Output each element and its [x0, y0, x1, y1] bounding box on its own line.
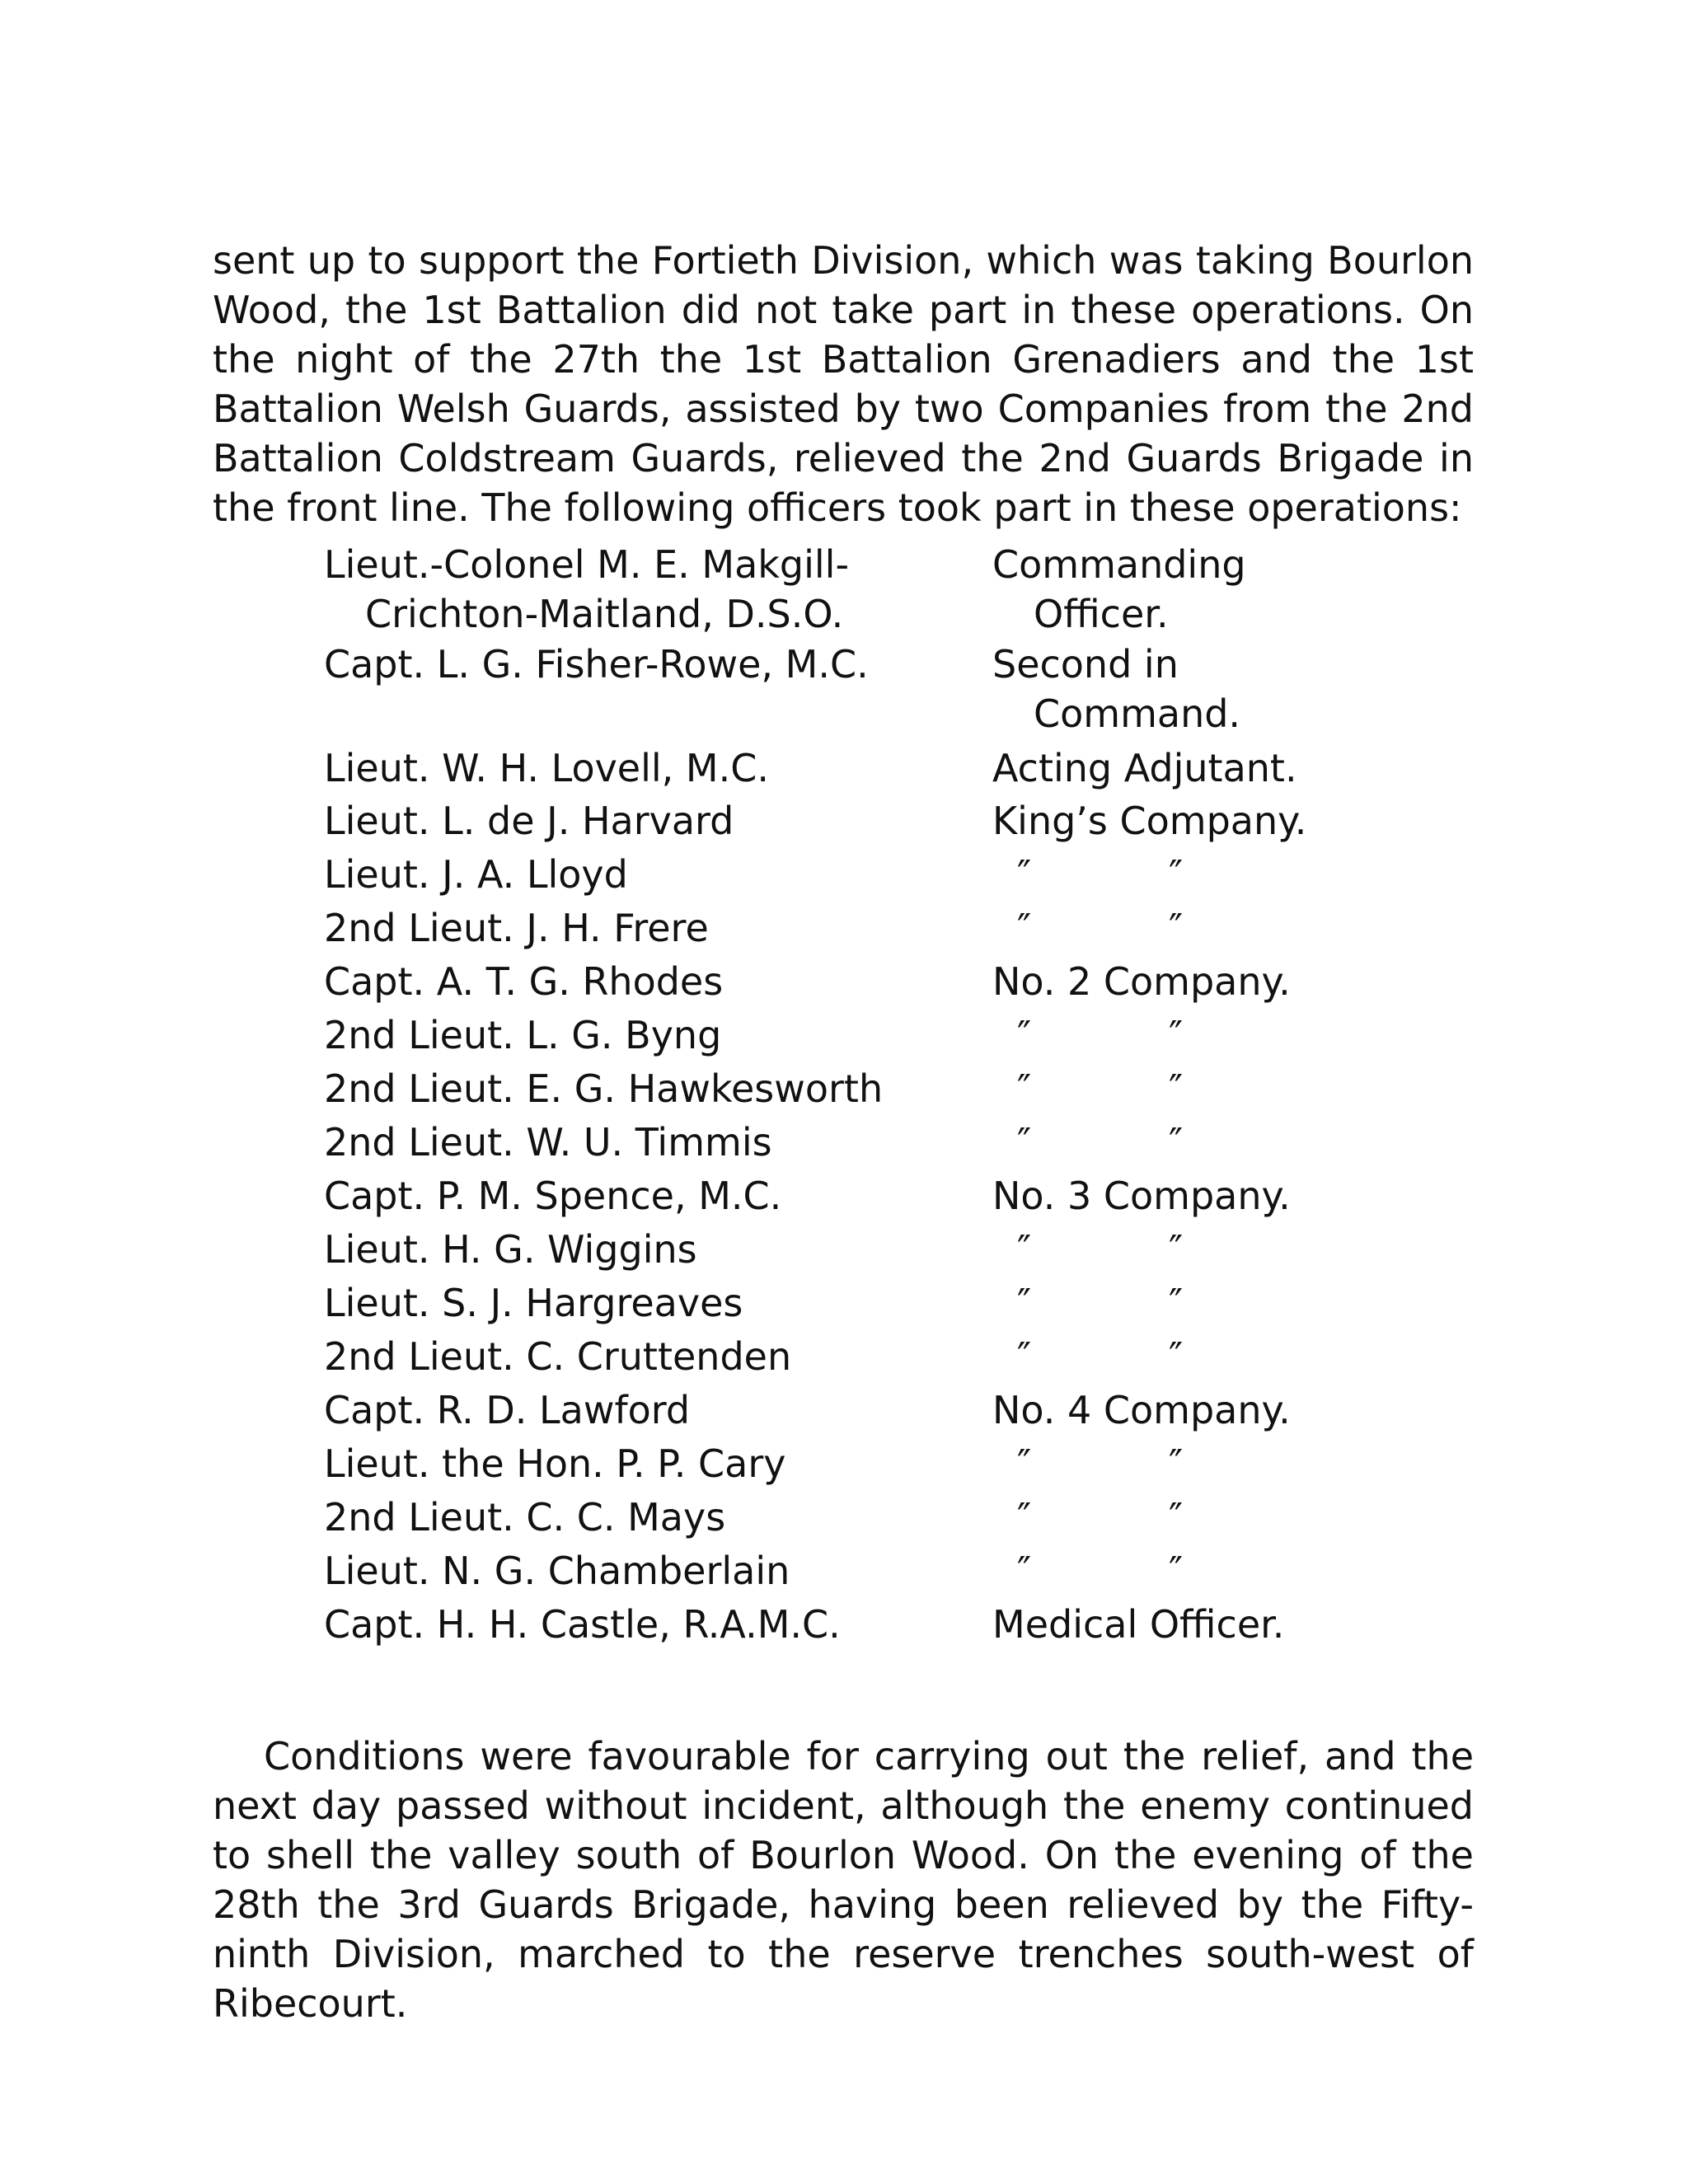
officer-role [992, 540, 1246, 639]
officer-name [324, 540, 849, 639]
ditto-mark: ″ [1169, 852, 1184, 897]
officer-role: No. 3 Company. [992, 1174, 1291, 1218]
ditto-mark: ″ [1017, 1066, 1032, 1111]
paragraph-intro: sent up to support the Fortieth Division, which was taking Bourlon Wood, the 1st Battalion did not take part in these operations. On the night of the 27th the 1st Battalion Grenadiers and the 1st Battalion Welsh Guards, assisted by two Companies from the 2nd Battalion Coldstream Guards, relieved the 2nd Guards Brigade in the front line. The following officers took part in these operations: [213, 238, 1474, 530]
officer-name: 2nd Lieut. E. G. Hawkesworth [324, 1066, 884, 1111]
ditto-mark: ″ [1169, 1334, 1184, 1379]
officer-name: Capt. R. D. Lawford [324, 1388, 691, 1432]
officer-role-line: Second in [992, 642, 1179, 687]
officer-role: No. 4 Company. [992, 1388, 1291, 1432]
officer-name: 2nd Lieut. J. H. Frere [324, 906, 709, 950]
ditto-mark: ″ [1169, 1549, 1184, 1593]
ditto-mark: ″ [1017, 1227, 1032, 1272]
officer-name: Lieut. W. H. Lovell, M.C. [324, 746, 769, 790]
ditto-mark: ″ [1017, 1495, 1032, 1540]
officer-role: King’s Company. [992, 799, 1307, 843]
officer-role [992, 640, 1240, 738]
officer-name: Capt. A. T. G. Rhodes [324, 959, 724, 1004]
officer-name-continuation: Crichton-Maitland, D.S.O. [365, 592, 844, 636]
officer-name: Lieut. S. J. Hargreaves [324, 1281, 743, 1325]
ditto-mark: ″ [1169, 906, 1184, 950]
officer-role: No. 2 Company. [992, 959, 1291, 1004]
ditto-mark: ″ [1169, 1013, 1184, 1057]
ditto-mark: ″ [1169, 1281, 1184, 1325]
officer-name: 2nd Lieut. W. U. Timmis [324, 1120, 772, 1165]
officer-name: Capt. L. G. Fisher-Rowe, M.C. [324, 642, 869, 687]
ditto-mark: ″ [1017, 1334, 1032, 1379]
paragraph-conditions: Conditions were favourable for carrying out the relief, and the next day passed without incident, although the enemy continued to shell the valley south of Bourlon Wood. On the evening of the 28th the 3rd Guards Brigade, having been relieved by the Fifty-ninth Division, marched to the reserve trenches south-west of Ribecourt. [213, 1734, 1474, 2026]
officer-name: 2nd Lieut. L. G. Byng [324, 1013, 722, 1057]
ditto-mark: ″ [1017, 1013, 1032, 1057]
officer-name: Lieut. J. A. Lloyd [324, 852, 628, 897]
ditto-mark: ″ [1169, 1066, 1184, 1111]
officer-name: Capt. P. M. Spence, M.C. [324, 1174, 782, 1218]
ditto-mark: ″ [1017, 1441, 1032, 1486]
officer-role-continuation: Command. [1034, 691, 1241, 736]
ditto-mark: ″ [1017, 1281, 1032, 1325]
ditto-mark: ″ [1169, 1441, 1184, 1486]
officer-name: Lieut. L. de J. Harvard [324, 799, 734, 843]
officer-name-line: Lieut.-Colonel M. E. Makgill- [324, 542, 850, 587]
officer-name: Lieut. the Hon. P. P. Cary [324, 1441, 786, 1486]
officer-role-continuation: Officer. [1034, 592, 1169, 636]
ditto-mark: ″ [1169, 1495, 1184, 1540]
officer-role-line: Commanding [992, 542, 1246, 587]
officer-role: Acting Adjutant. [992, 746, 1297, 790]
officer-name: 2nd Lieut. C. Cruttenden [324, 1334, 792, 1379]
ditto-mark: ″ [1017, 852, 1032, 897]
ditto-mark: ″ [1017, 906, 1032, 950]
ditto-mark: ″ [1169, 1120, 1184, 1165]
ditto-mark: ″ [1017, 1549, 1032, 1593]
officer-name: Lieut. N. G. Chamberlain [324, 1549, 790, 1593]
officer-name: Capt. H. H. Castle, R.A.M.C. [324, 1602, 841, 1647]
officer-role: Medical Officer. [992, 1602, 1285, 1647]
ditto-mark: ″ [1017, 1120, 1032, 1165]
officer-name: 2nd Lieut. C. C. Mays [324, 1495, 726, 1540]
officer-name: Lieut. H. G. Wiggins [324, 1227, 697, 1272]
ditto-mark: ″ [1169, 1227, 1184, 1272]
